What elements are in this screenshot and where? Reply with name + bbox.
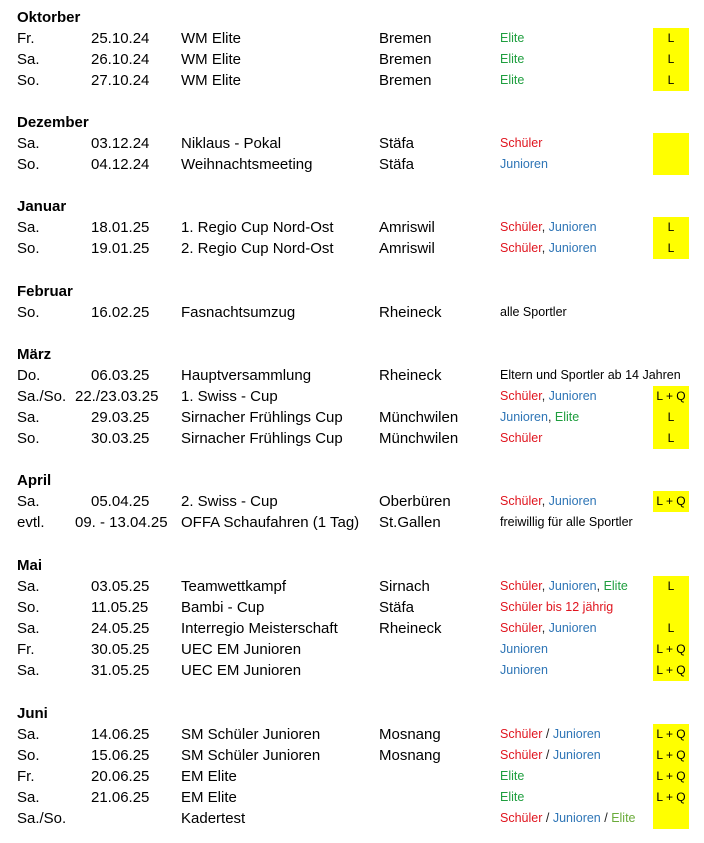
event-cell: Fasnachtsumzug — [181, 304, 296, 321]
flag-badge: L — [653, 576, 689, 597]
category-elite: Elite — [554, 410, 580, 424]
location-cell: Bremen — [379, 30, 432, 47]
location-cell: Stäfa — [379, 135, 415, 152]
category-cell — [500, 386, 597, 407]
category-junioren: Junioren — [548, 579, 597, 593]
category-cell — [500, 808, 636, 829]
event-cell: UEC EM Junioren — [181, 641, 302, 658]
day-cell: Sa. — [17, 789, 40, 806]
day-cell: Fr. — [17, 30, 35, 47]
date-cell: 26.10.24 — [91, 51, 150, 68]
event-cell: Bambi - Cup — [181, 599, 265, 616]
category-cell — [500, 618, 597, 639]
day-cell: Fr. — [17, 768, 35, 785]
month-heading-dezember: Dezember — [17, 114, 89, 131]
category-separator: , — [541, 241, 549, 255]
event-cell: WM Elite — [181, 72, 241, 89]
category-schueler: Schüler bis 12 jährig — [500, 600, 614, 614]
flag-badge: L — [653, 28, 689, 49]
location-cell: Stäfa — [379, 599, 415, 616]
category-cell — [500, 238, 597, 259]
category-cell — [500, 576, 628, 597]
date-cell: 30.03.25 — [91, 430, 150, 447]
category-cell — [500, 724, 601, 745]
table-row — [0, 766, 704, 787]
category-cell: freiwillig für alle Sportler — [500, 515, 633, 529]
category-cell: Eltern und Sportler ab 14 Jahren — [500, 368, 681, 382]
month-heading-oktober: Oktorber — [17, 9, 81, 26]
date-cell: 29.03.25 — [91, 409, 150, 426]
category-junioren: Junioren — [548, 389, 597, 403]
flag-badge: L — [653, 70, 689, 91]
table-row — [0, 407, 704, 428]
location-cell: Rheineck — [379, 367, 442, 384]
category-separator: / — [542, 727, 553, 741]
day-cell: Sa. — [17, 662, 40, 679]
location-cell: Mosnang — [379, 726, 441, 743]
event-cell: Sirnacher Frühlings Cup — [181, 409, 343, 426]
table-row — [0, 808, 704, 829]
category-schueler: Schüler — [500, 220, 542, 234]
event-cell: 2. Regio Cup Nord-Ost — [181, 240, 334, 257]
event-cell: 2. Swiss - Cup — [181, 493, 278, 510]
event-cell: 1. Swiss - Cup — [181, 388, 278, 405]
category-junioren: Junioren — [548, 220, 597, 234]
category-separator: , — [541, 621, 549, 635]
date-cell: 09. - 13.04.25 — [75, 514, 168, 531]
day-cell: Sa. — [17, 726, 40, 743]
location-cell: Amriswil — [379, 240, 435, 257]
category-separator: / — [542, 811, 553, 825]
category-junioren: Junioren — [500, 642, 548, 656]
event-cell: OFFA Schaufahren (1 Tag) — [181, 514, 360, 531]
category-elite: Elite — [500, 73, 525, 87]
event-cell: Hauptversammlung — [181, 367, 312, 384]
category-junioren: Junioren — [548, 241, 597, 255]
flag-badge: L — [653, 217, 689, 238]
date-cell: 30.05.25 — [91, 641, 150, 658]
event-cell: 1. Regio Cup Nord-Ost — [181, 219, 334, 236]
date-cell: 16.02.25 — [91, 304, 150, 321]
table-row — [0, 238, 704, 259]
category-elite: Elite — [603, 579, 628, 593]
category-elite: Elite — [500, 790, 525, 804]
category-schueler: Schüler — [500, 241, 542, 255]
day-cell: Sa. — [17, 409, 40, 426]
category-separator: , — [547, 410, 555, 424]
date-cell: 04.12.24 — [91, 156, 150, 173]
category-separator: , — [596, 579, 604, 593]
event-cell: WM Elite — [181, 51, 241, 68]
location-cell: Rheineck — [379, 620, 442, 637]
month-heading-maerz: März — [17, 346, 52, 363]
day-cell: evtl. — [17, 514, 45, 531]
location-cell: Stäfa — [379, 156, 415, 173]
date-cell: 22./23.03.25 — [75, 388, 159, 405]
category-schueler: Schüler — [500, 389, 542, 403]
category-schueler: Schüler — [500, 431, 543, 445]
day-cell: Do. — [17, 367, 41, 384]
flag-badge: L — [653, 407, 689, 428]
day-cell: So. — [17, 599, 40, 616]
event-cell: Sirnacher Frühlings Cup — [181, 430, 343, 447]
day-cell: Sa. — [17, 620, 40, 637]
month-heading-mai: Mai — [17, 557, 43, 574]
location-cell: Rheineck — [379, 304, 442, 321]
event-cell: SM Schüler Junioren — [181, 726, 321, 743]
day-cell: So. — [17, 156, 40, 173]
day-cell: So. — [17, 304, 40, 321]
day-cell: So. — [17, 747, 40, 764]
date-cell: 24.05.25 — [91, 620, 150, 637]
category-separator: , — [541, 579, 549, 593]
category-separator: / — [542, 748, 553, 762]
location-cell: Münchwilen — [379, 409, 459, 426]
category-schueler: Schüler — [500, 727, 543, 741]
table-row — [0, 618, 704, 639]
table-row — [0, 70, 704, 91]
category-junioren: Junioren — [548, 494, 597, 508]
table-row — [0, 154, 704, 175]
category-cell — [500, 491, 597, 512]
month-heading-april: April — [17, 472, 52, 489]
category-schueler: Schüler — [500, 621, 542, 635]
table-row — [0, 724, 704, 745]
category-schueler: Schüler — [500, 494, 542, 508]
category-schueler: Schüler — [500, 811, 543, 825]
table-row — [0, 745, 704, 766]
event-cell: Kadertest — [181, 810, 246, 827]
date-cell: 14.06.25 — [91, 726, 150, 743]
date-cell: 20.06.25 — [91, 768, 150, 785]
table-row — [0, 576, 704, 597]
category-elite: Elite — [500, 769, 525, 783]
table-row — [0, 217, 704, 238]
location-cell: Amriswil — [379, 219, 435, 236]
flag-badge: L — [653, 618, 689, 639]
event-cell: UEC EM Junioren — [181, 662, 302, 679]
table-row — [0, 428, 704, 449]
location-cell: St.Gallen — [379, 514, 441, 531]
flag-badge: L — [653, 428, 689, 449]
table-row — [0, 49, 704, 70]
event-cell: EM Elite — [181, 789, 237, 806]
location-cell: Bremen — [379, 72, 432, 89]
event-cell: WM Elite — [181, 30, 241, 47]
category-cell — [500, 217, 597, 238]
category-separator: , — [541, 494, 549, 508]
flag-badge: L + Q — [653, 745, 689, 766]
category-junioren: Junioren — [500, 410, 548, 424]
day-cell: Fr. — [17, 641, 35, 658]
table-row — [0, 787, 704, 808]
date-cell: 11.05.25 — [91, 599, 149, 616]
month-heading-juni: Juni — [17, 705, 48, 722]
category-cell — [500, 407, 579, 428]
flag-badge: L + Q — [653, 660, 689, 681]
category-elite: Elite — [500, 52, 525, 66]
category-schueler: Schüler — [500, 579, 542, 593]
month-heading-februar: Februar — [17, 283, 73, 300]
location-cell: Mosnang — [379, 747, 441, 764]
event-cell: Interregio Meisterschaft — [181, 620, 338, 637]
category-separator: / — [600, 811, 612, 825]
day-cell: Sa. — [17, 219, 40, 236]
date-cell: 19.01.25 — [91, 240, 150, 257]
event-cell: SM Schüler Junioren — [181, 747, 321, 764]
day-cell: So. — [17, 430, 40, 447]
category-junioren: Junioren — [500, 663, 548, 677]
month-heading-januar: Januar — [17, 198, 67, 215]
day-cell: Sa. — [17, 135, 40, 152]
table-row — [0, 133, 704, 154]
category-schueler: Schüler — [500, 748, 543, 762]
day-cell: Sa. — [17, 493, 40, 510]
day-cell: Sa. — [17, 578, 40, 595]
day-cell: Sa. — [17, 51, 40, 68]
table-row — [0, 302, 704, 323]
category-schueler: Schüler — [500, 136, 543, 150]
flag-badge: L + Q — [653, 724, 689, 745]
event-cell: EM Elite — [181, 768, 237, 785]
date-cell: 21.06.25 — [91, 789, 150, 806]
date-cell: 05.04.25 — [91, 493, 150, 510]
flag-badge: L + Q — [653, 787, 689, 808]
day-cell: So. — [17, 72, 40, 89]
category-junioren: Junioren — [552, 748, 601, 762]
category-junioren: Junioren — [548, 621, 597, 635]
flag-badge: L + Q — [653, 386, 689, 407]
date-cell: 18.01.25 — [91, 219, 150, 236]
date-cell: 31.05.25 — [91, 662, 150, 679]
date-cell: 15.06.25 — [91, 747, 150, 764]
date-cell: 27.10.24 — [91, 72, 150, 89]
flag-badge: L + Q — [653, 766, 689, 787]
table-row — [0, 597, 704, 618]
table-row — [0, 660, 704, 681]
location-cell: Oberbüren — [379, 493, 451, 510]
table-row — [0, 386, 704, 407]
day-cell: Sa./So. — [17, 388, 67, 405]
category-separator: , — [541, 389, 549, 403]
category-junioren: Junioren — [552, 811, 601, 825]
category-cell: alle Sportler — [500, 305, 567, 319]
table-row — [0, 639, 704, 660]
event-cell: Weihnachtsmeeting — [181, 156, 313, 173]
table-row — [0, 491, 704, 512]
day-cell: Sa./So. — [17, 810, 67, 827]
date-cell: 03.05.25 — [91, 578, 150, 595]
table-row — [0, 28, 704, 49]
location-cell: Münchwilen — [379, 430, 459, 447]
date-cell: 06.03.25 — [91, 367, 150, 384]
flag-badge: L + Q — [653, 639, 689, 660]
event-cell: Teamwettkampf — [181, 578, 287, 595]
event-cell: Niklaus - Pokal — [181, 135, 282, 152]
category-elite: Elite — [500, 31, 525, 45]
flag-badge: L + Q — [653, 491, 689, 512]
date-cell: 25.10.24 — [91, 30, 150, 47]
category-elite: Elite — [611, 811, 636, 825]
location-cell: Sirnach — [379, 578, 430, 595]
flag-badge: L — [653, 49, 689, 70]
location-cell: Bremen — [379, 51, 432, 68]
category-separator: , — [541, 220, 549, 234]
flag-badge: L — [653, 238, 689, 259]
table-row — [0, 365, 704, 386]
category-junioren: Junioren — [552, 727, 601, 741]
category-junioren: Junioren — [500, 157, 548, 171]
category-cell — [500, 745, 601, 766]
day-cell: So. — [17, 240, 40, 257]
date-cell: 03.12.24 — [91, 135, 150, 152]
table-row — [0, 512, 704, 533]
